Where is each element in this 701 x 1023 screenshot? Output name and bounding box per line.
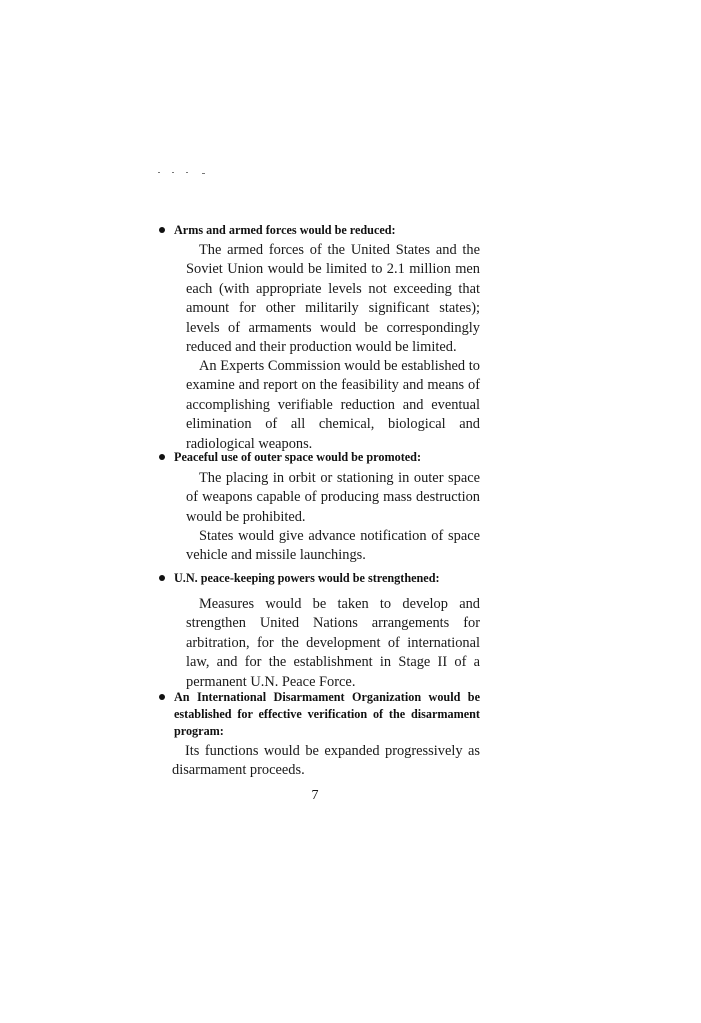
page-number: 7	[311, 788, 319, 803]
speck	[186, 172, 188, 173]
bullet-icon	[159, 694, 165, 700]
scan-specks	[158, 170, 218, 176]
paragraph-peacekeeping-1: Measures would be taken to develop and strengthen United Nations arrangements for arbitration, for the development of international law, and for the establishment in Stage II of a permanent U.N. Peace Force.	[186, 596, 480, 690]
section-heading-arms: Arms and armed forces would be reduced:	[174, 223, 396, 237]
bullet-icon	[159, 454, 165, 460]
speck	[172, 172, 174, 173]
section-heading-ido: An International Disarmament Organization would be established for effective verification of the disarmament program:	[174, 690, 480, 738]
speck	[202, 173, 205, 174]
section-heading-space: Peaceful use of outer space would be promoted:	[174, 450, 421, 464]
paragraph-space-2: States would give advance notification of space vehicle and missile launchings.	[186, 528, 480, 564]
section-heading-peacekeeping: U.N. peace-keeping powers would be strengthened:	[174, 571, 440, 585]
bullet-icon	[159, 575, 165, 581]
paragraph-arms-1: The armed forces of the United States and the Soviet Union would be limited to 2.1 million men each (with appropriate levels not exceeding that amount for other militarily significant states); levels of armaments would be correspondingly reduced and their production would be limited.	[186, 242, 480, 356]
paragraph-arms-2: An Experts Commission would be established to examine and report on the feasibility and means of accomplishing verifiable reduction and eventual elimination of all chemical, biological and radiological weapons.	[186, 358, 480, 452]
speck	[158, 172, 160, 173]
paragraph-space-1: The placing in orbit or stationing in outer space of weapons capable of producing mass destruction would be prohibited.	[186, 470, 480, 525]
paragraph-ido-1: Its functions would be expanded progressively as disarmament proceeds.	[172, 743, 480, 779]
bullet-icon	[159, 227, 165, 233]
